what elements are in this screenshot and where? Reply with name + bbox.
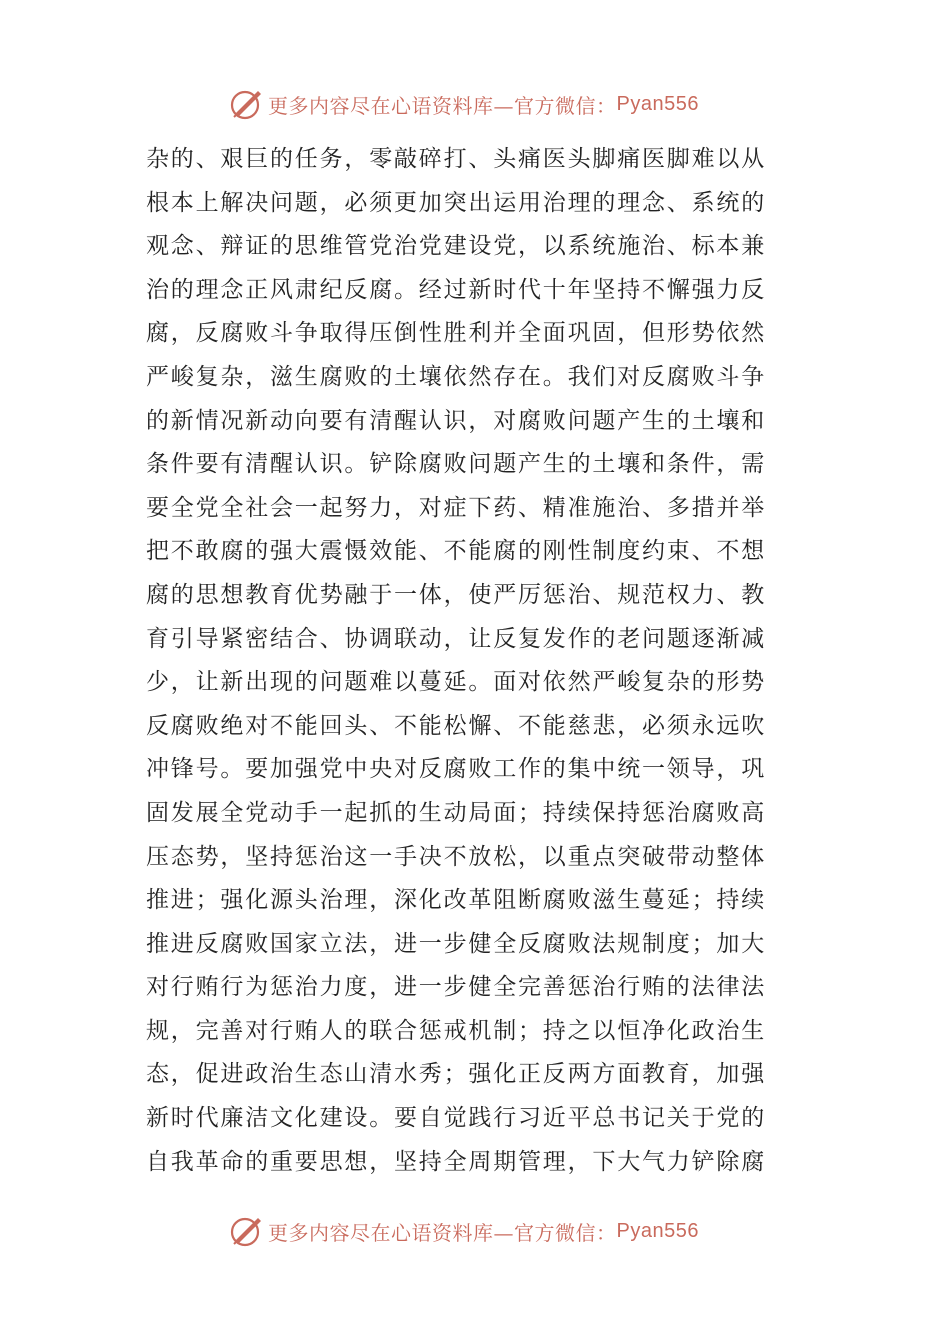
text-line: 态，促进政治生态山清水秀；强化正反两方面教育，加强 (146, 1061, 766, 1088)
pen-nib-logo-icon (228, 86, 264, 122)
text-line: 推进反腐败国家立法，进一步健全反腐败法规制度；加大 (146, 930, 766, 957)
text-line: 要全党全社会一起努力，对症下药、精准施治、多措并举 (146, 494, 766, 521)
text-line: 根本上解决问题，必须更加突出运用治理的理念、系统的 (146, 189, 766, 216)
text-line: 杂的、艰巨的任务，零敲碎打、头痛医头脚痛医脚难以从 (146, 146, 766, 172)
text-line: 推进；强化源头治理，深化改革阻断腐败滋生蔓延；持续 (146, 887, 766, 914)
text-line: 规，完善对行贿人的联合惩戒机制；持之以恒净化政治生 (146, 1017, 766, 1044)
text-line: 新时代廉洁文化建设。要自觉践行习近平总书记关于党的 (146, 1105, 766, 1132)
text-line: 严峻复杂，滋生腐败的土壤依然存在。我们对反腐败斗争 (146, 363, 766, 390)
watermark-wechat-id: Pyan556 (616, 1219, 699, 1242)
text-line: 观念、辩证的思维管党治党建设党，以系统施治、标本兼 (146, 233, 766, 260)
watermark-text: 更多内容尽在心语资料库—官方微信： (268, 1220, 617, 1245)
text-line: 治的理念正风肃纪反腐。经过新时代十年坚持不懈强力反 (146, 276, 766, 303)
text-line: 反腐败绝对不能回头、不能松懈、不能慈悲，必须永远吹 (146, 712, 766, 739)
watermark-text: 更多内容尽在心语资料库—官方微信： (268, 93, 617, 118)
header-watermark (228, 84, 748, 124)
pen-nib-logo-icon (228, 1213, 264, 1249)
text-line: 冲锋号。要加强党中央对反腐败工作的集中统一领导，巩 (146, 756, 766, 783)
text-line: 腐的思想教育优势融于一体，使严厉惩治、规范权力、教 (146, 581, 766, 608)
text-line: 对行贿行为惩治力度，进一步健全完善惩治行贿的法律法 (146, 974, 766, 1001)
text-line: 条件要有清醒认识。铲除腐败问题产生的土壤和条件，需 (146, 451, 766, 478)
text-line: 把不敢腐的强大震慑效能、不能腐的刚性制度约束、不想 (146, 538, 766, 565)
watermark-wechat-id: Pyan556 (616, 92, 699, 115)
text-line: 少，让新出现的问题难以蔓延。面对依然严峻复杂的形势 (146, 669, 766, 696)
text-line: 腐，反腐败斗争取得压倒性胜利并全面巩固，但形势依然 (146, 320, 766, 347)
text-line: 压态势，坚持惩治这一手决不放松，以重点突破带动整体 (146, 843, 766, 870)
text-line: 育引导紧密结合、协调联动，让反复发作的老问题逐渐减 (146, 625, 766, 652)
text-line: 自我革命的重要思想，坚持全周期管理，下大气力铲除腐 (146, 1148, 766, 1175)
footer-watermark (228, 1211, 748, 1251)
text-line: 的新情况新动向要有清醒认识，对腐败问题产生的土壤和 (146, 407, 766, 434)
text-line: 固发展全党动手一起抓的生动局面；持续保持惩治腐败高 (146, 799, 766, 826)
document-body (146, 138, 811, 1184)
